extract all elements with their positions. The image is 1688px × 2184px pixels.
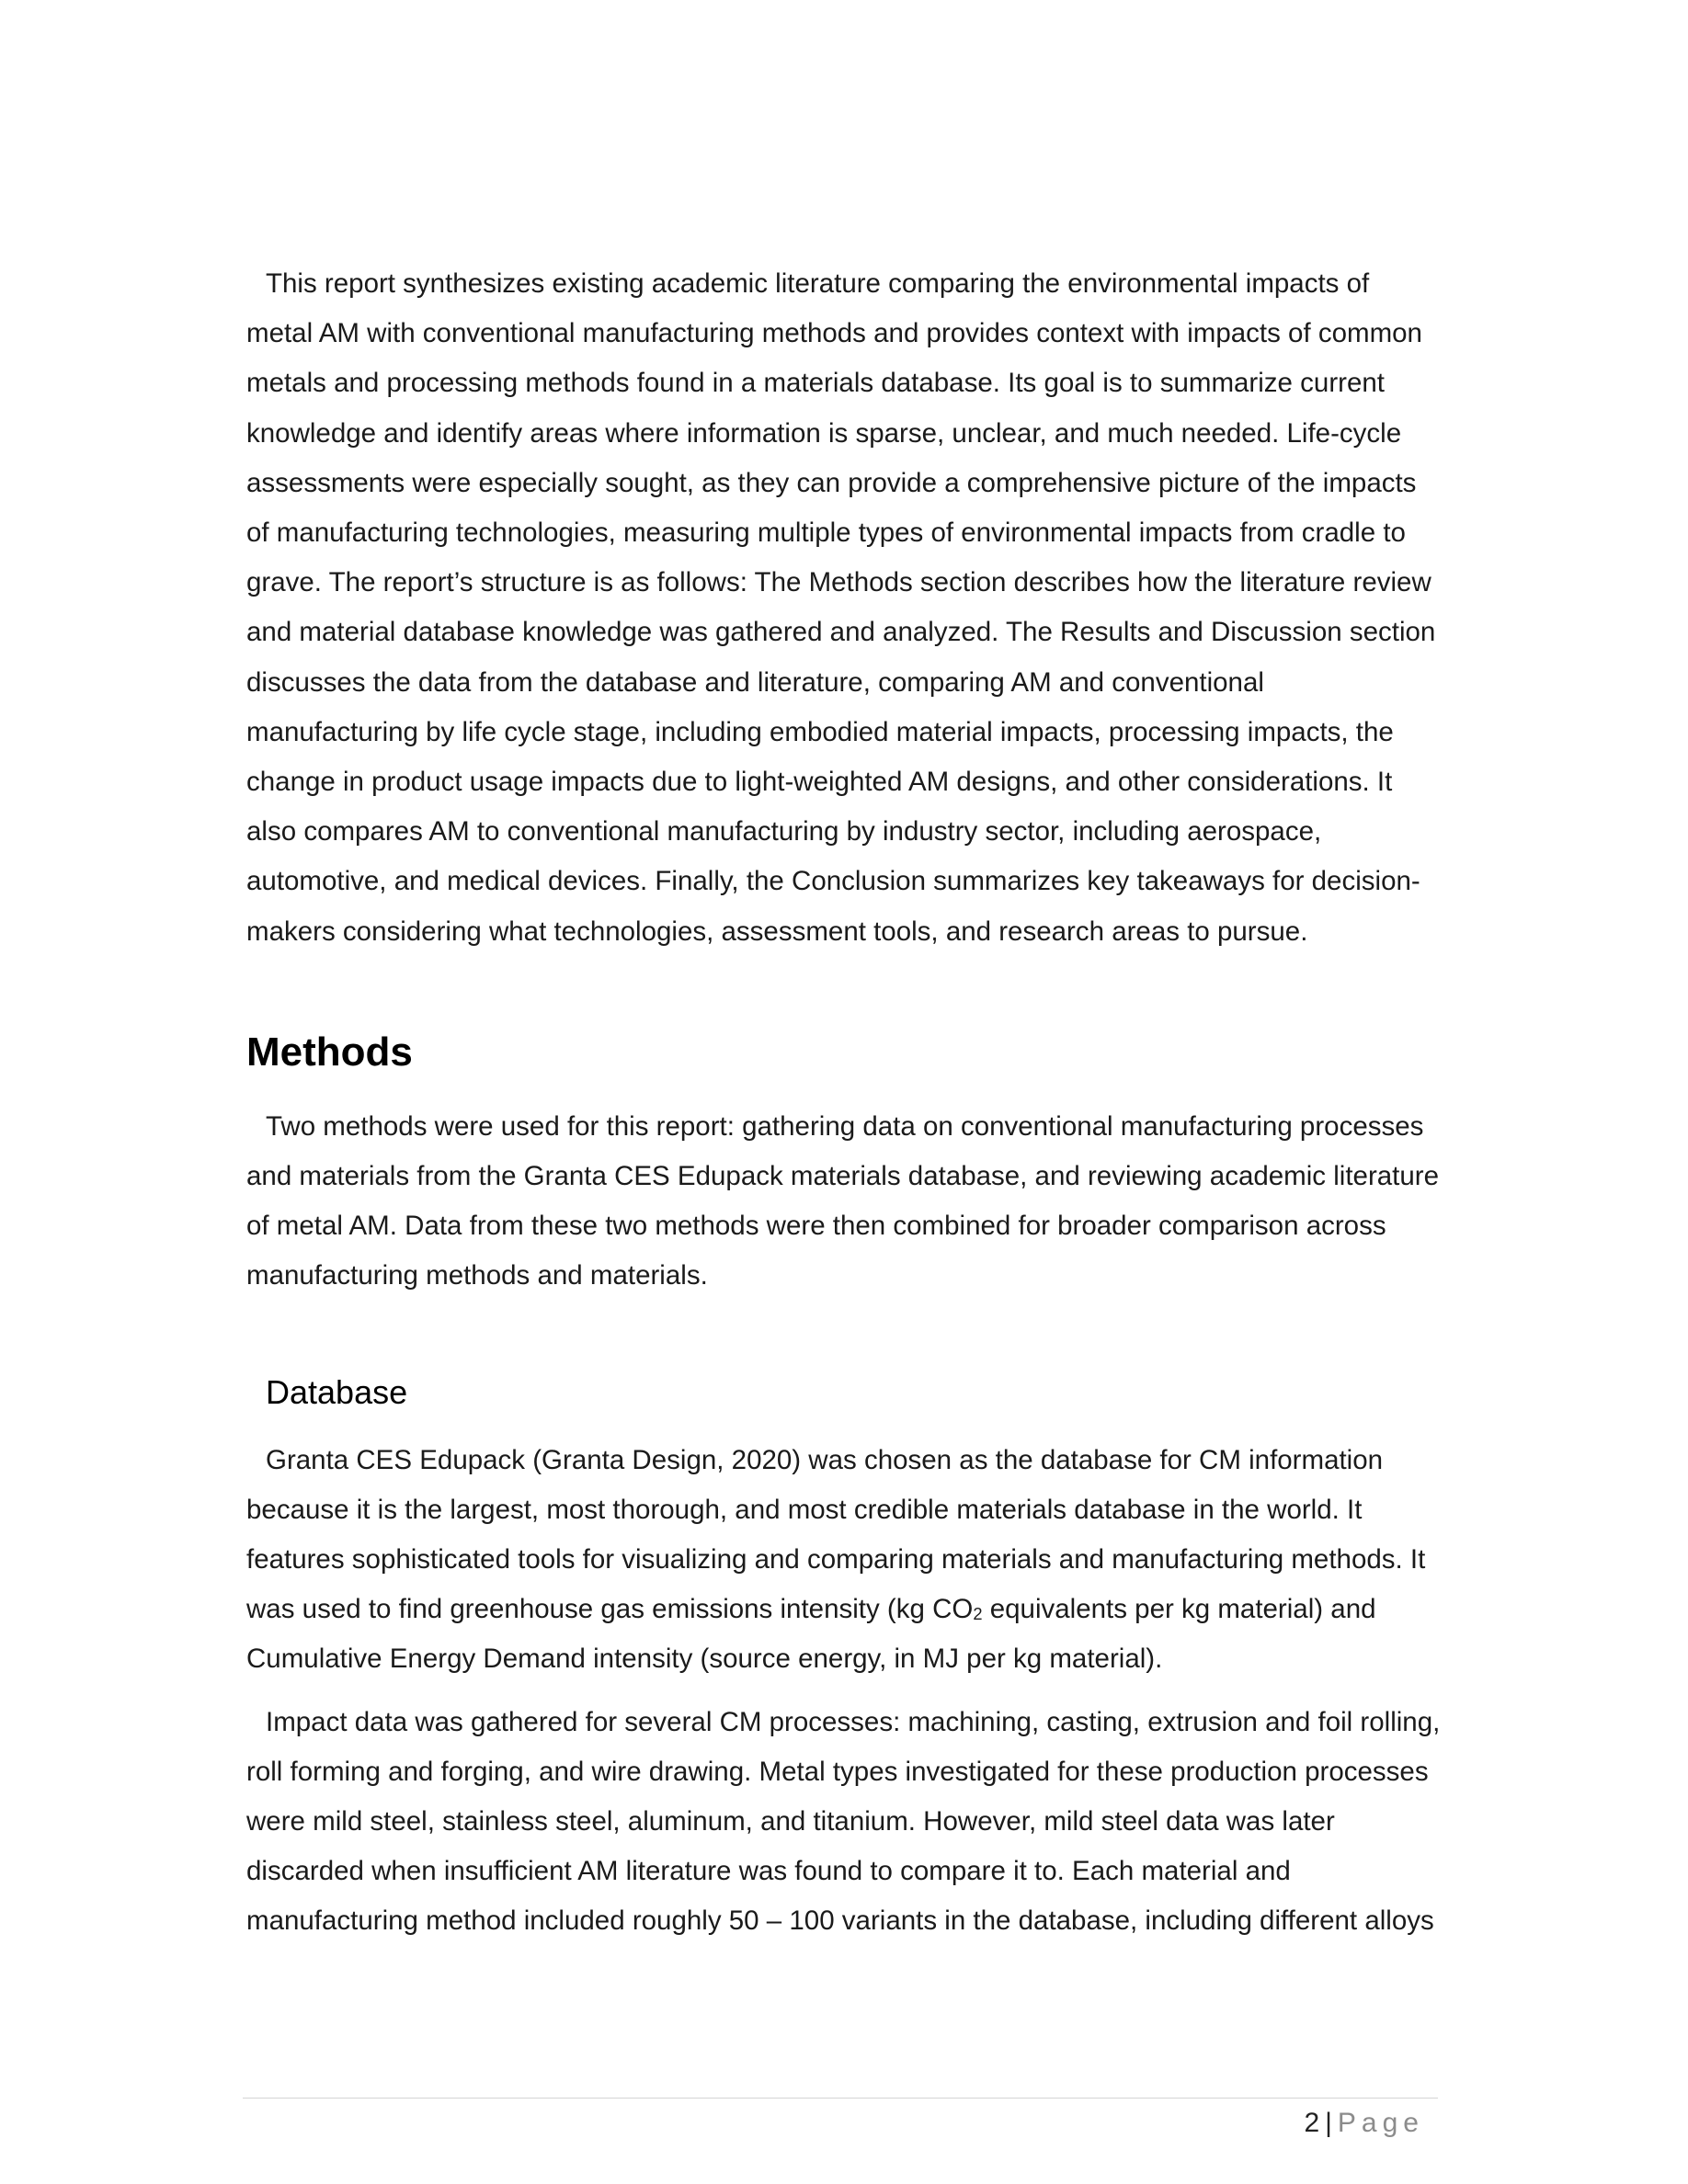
footer-divider — [243, 2098, 1438, 2099]
page-label: Page — [1337, 2108, 1424, 2138]
co2-subscript: 2 — [973, 1604, 983, 1624]
database-heading: Database — [266, 1372, 408, 1411]
intro-paragraph: This report synthesizes existing academic literature comparing the environmental impacts of metal AM with conventional manufacturing methods and provides context with impacts of common metals and processing methods found in a materials database. Its goal is to summarize current knowledge and identify areas where information is sparse, unclear, and much needed. Life-cycle assessments were especially sought, as they can provide a comprehensive picture of the impacts of manufacturing technologies, measuring multiple types of environmental impacts from cradle to grave. The report’s structure is as follows: The Methods section describes how the literature review and material database knowledge was gathered and analyzed. The Results and Discussion section discusses the data from the database and literature, comparing AM and conventional manufacturing by life cycle stage, including embodied material impacts, processing impacts, the change in product usage impacts due to light-weighted AM designs, and other considerations. It also compares AM to conventional manufacturing by industry sector, including aerospace, automotive, and medical devices. Finally, the Conclusion summarizes key takeaways for decision-makers considering what technologies, assessment tools, and research areas to pursue. — [246, 268, 1436, 947]
methods-heading: Methods — [246, 1029, 413, 1075]
database-paragraph-1 — [246, 1436, 1442, 1685]
page-footer — [1304, 2105, 1424, 2142]
database-paragraph-1-text-a: Granta CES Edupack (Granta Design, 2020) was chosen as the database for CM information because it is the largest, most thorough, and most credible materials database in the world. It features sophisticated tools for visualizing and comparing materials and manufacturing methods. It was used to find greenhouse gas emissions intensity (kg CO — [246, 1444, 1426, 1625]
methods-paragraph: Two methods were used for this report: gathering data on conventional manufacturing processes and materials from the Granta CES Edupack materials database, and reviewing academic literature of metal AM. Data from these two methods were then combined for broader comparison across manufacturing methods and materials. — [246, 1110, 1440, 1291]
footer-separator: | — [1325, 2108, 1332, 2138]
page-number: 2 — [1304, 2108, 1320, 2138]
database-paragraph-1-text-b: equivalents per kg material) and Cumulative Energy Demand intensity (source energy, in MJ per kg material). — [246, 1594, 1376, 1675]
page-body — [246, 259, 1442, 1947]
database-paragraph-2: Impact data was gathered for several CM processes: machining, casting, extrusion and foil rolling, roll forming and forging, and wire drawing. Metal types investigated for these production processes were mild steel, stainless steel, aluminum, and titanium. However, mild steel data was later discarded when insufficient AM literature was found to compare it to. Each material and manufacturing method included roughly 50 – 100 variants in the database, including different alloys — [246, 1706, 1441, 1937]
